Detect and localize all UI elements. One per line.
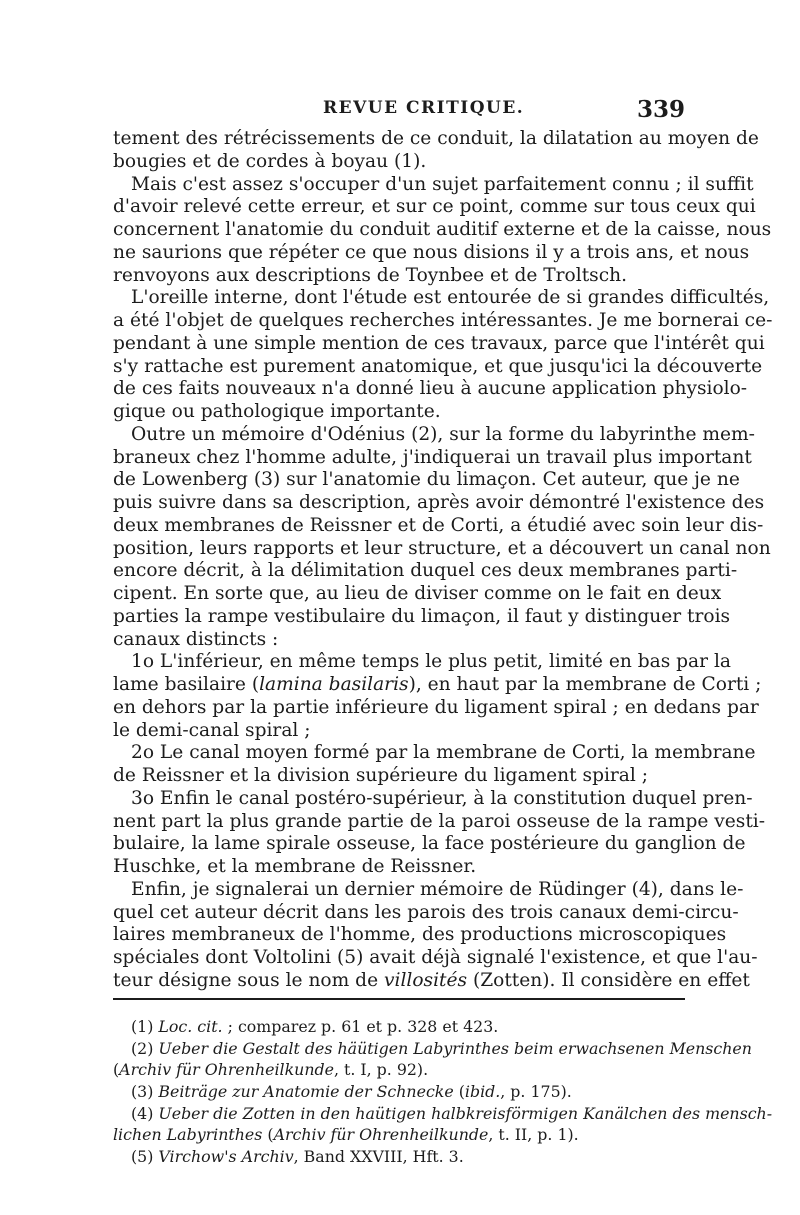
footnote-line <box>113 1038 752 1060</box>
footnote-italic-text: Ueber die Gestalt des häütigen Labyrinthes beim erwachsenen Menschen <box>158 1038 752 1058</box>
footnote-line <box>113 1146 685 1168</box>
footnote-text: ; comparez p. 61 et p. 328 et 423. <box>222 1017 499 1036</box>
italic-term: villosités <box>384 969 468 991</box>
footnote-number: (5) <box>131 1147 159 1167</box>
footnote-italic-text: Beiträge zur Anatomie der Schnecke <box>158 1082 454 1102</box>
text-run: teur désigne sous le nom de <box>113 969 384 991</box>
text-line: 2o Le canal moyen formé par la membrane de Corti, la membrane <box>131 742 756 764</box>
text-line: parties la rampe vestibulaire du limaçon, il faut y distinguer trois <box>113 605 731 627</box>
footnote-line <box>113 1016 685 1038</box>
text-line: puis suivre dans sa description, après avoir démontré l'existence des <box>113 492 765 513</box>
footnotes <box>113 1016 773 1168</box>
footnote-italic-text: Archiv für Ohrenheilkunde <box>119 1060 334 1080</box>
text-line: d'avoir relevé cette erreur, et sur ce point, comme sur tous ceux qui <box>113 196 756 218</box>
text-line: Huschke, et la membrane de Reissner. <box>113 856 477 877</box>
text-line: L'oreille interne, dont l'étude est entourée de si grandes difficultés, <box>131 287 770 309</box>
footnote-italic-text: Archiv für Ohrenheilkunde <box>273 1125 489 1145</box>
text-line: Mais c'est assez s'occuper d'un sujet parfaitement connu ; il suffit <box>131 173 754 195</box>
text-line: en dehors par la partie inférieure du ligament spiral ; en dedans par <box>113 696 759 718</box>
text-line: position, leurs rapports et leur structure, et a découvert un canal non <box>113 537 771 559</box>
text-line: renvoyons aux descriptions de Toynbee et de Troltsch. <box>113 264 628 286</box>
text-line: quel cet auteur décrit dans les parois des trois canaux demi-circu- <box>113 901 739 923</box>
text-line: laires membraneux de l'homme, des productions microscopiques <box>113 924 727 946</box>
text-line: deux membranes de Reissner et de Corti, a étudié avec soin leur dis- <box>113 514 764 536</box>
text-line: de Reissner et la division supérieure du ligament spiral ; <box>113 765 649 786</box>
text-line: 1o L'inférieur, en même temps le plus petit, limité en bas par la <box>131 651 731 673</box>
text-line: 3o Enfin le canal postéro-supérieur, à la constitution duquel pren- <box>131 787 753 809</box>
text-line: encore décrit, à la délimitation duquel ces deux membranes parti- <box>113 560 738 582</box>
text-line: le demi-canal spiral ; <box>113 719 311 741</box>
footnote-italic-text: lichen Labyrinthes <box>113 1125 263 1145</box>
page-number: 339 <box>636 96 685 123</box>
text-line <box>113 674 762 697</box>
footnote-line <box>113 1081 685 1103</box>
text-line: de ces faits nouveaux n'a donné lieu à aucune application physiolo- <box>113 378 748 400</box>
footnote-italic-text: Virchow's Archiv <box>158 1147 294 1167</box>
footnote-number: (3) <box>131 1082 159 1102</box>
footnote-text: , t. I, p. 92). <box>333 1060 429 1080</box>
text-line: gique ou pathologique importante. <box>113 401 441 422</box>
footnote-line <box>113 1059 685 1081</box>
text-line: s'y rattache est purement anatomique, et que jusqu'ici la découverte <box>113 355 763 377</box>
text-line: cipent. En sorte que, au lieu de diviser comme on le fait en deux <box>113 583 722 604</box>
text-line: Outre un mémoire d'Odénius (2), sur la forme du labyrinthe mem- <box>131 423 755 445</box>
footnote-line <box>113 1103 773 1125</box>
text-line: spéciales dont Voltolini (5) avait déjà signalé l'existence, et que l'au- <box>113 947 758 968</box>
text-line: Enfin, je signalerai un dernier mémoire de Rüdinger (4), dans le- <box>131 878 744 900</box>
text-line: canaux distincts : <box>113 628 279 650</box>
footnote-text: , Band XXVIII, Hft. 3. <box>293 1147 464 1167</box>
text-line: ne saurions que répéter ce que nous disions il y a trois ans, et nous <box>113 241 750 263</box>
footnote-line <box>113 1124 685 1146</box>
footnote-text: , t. II, p. 1). <box>488 1125 579 1145</box>
text-line: nent part la plus grande partie de la paroi osseuse de la rampe vesti- <box>113 810 766 832</box>
footnote-italic-text: ibid. <box>464 1082 501 1102</box>
footnote-italic-text: Loc. cit. <box>158 1017 223 1036</box>
text-line: braneux chez l'homme adulte, j'indiquerai un travail plus important <box>113 446 752 468</box>
text-line: bulaire, la lame spirale osseuse, la face postérieure du ganglion de <box>113 833 746 855</box>
text-line: tement des rétrécissements de ce conduit, la dilatation au moyen de <box>113 128 759 149</box>
text-run: ), en haut par la membrane de Corti ; <box>408 674 762 695</box>
footnote-number: (1) <box>131 1017 159 1036</box>
footnote-text: ( <box>453 1082 465 1102</box>
page-header <box>113 96 685 122</box>
text-run: (Zotten). Il considère en effet <box>467 969 750 991</box>
text-line: de Lowenberg (3) sur l'anatomie du limaçon. Cet auteur, que je ne <box>113 469 740 491</box>
text-line: bougies et de cordes à boyau (1). <box>113 150 427 172</box>
running-title: REVUE CRITIQUE. <box>323 98 525 118</box>
body-text <box>113 128 773 993</box>
footnote-italic-text: Ueber die Zotten in den haütigen halbkreisförmigen Kanälchen des mensch- <box>158 1103 773 1123</box>
footnote-text: , p. 175). <box>500 1082 572 1102</box>
italic-term: lamina basilaris <box>259 674 409 695</box>
footnote-text: ( <box>113 1060 120 1080</box>
footnote-number: (2) <box>131 1038 159 1058</box>
text-line: pendant à une simple mention de ces travaux, parce que l'intérêt qui <box>113 332 765 354</box>
footnote-text: ( <box>262 1125 274 1145</box>
text-run: lame basilaire ( <box>113 674 260 695</box>
text-line <box>113 969 750 993</box>
footnote-number: (4) <box>131 1103 159 1123</box>
text-line: concernent l'anatomie du conduit auditif externe et de la caisse, nous <box>113 219 772 240</box>
text-line: a été l'objet de quelques recherches intéressantes. Je me bornerai ce- <box>113 310 773 331</box>
footnote-rule <box>113 998 685 1000</box>
